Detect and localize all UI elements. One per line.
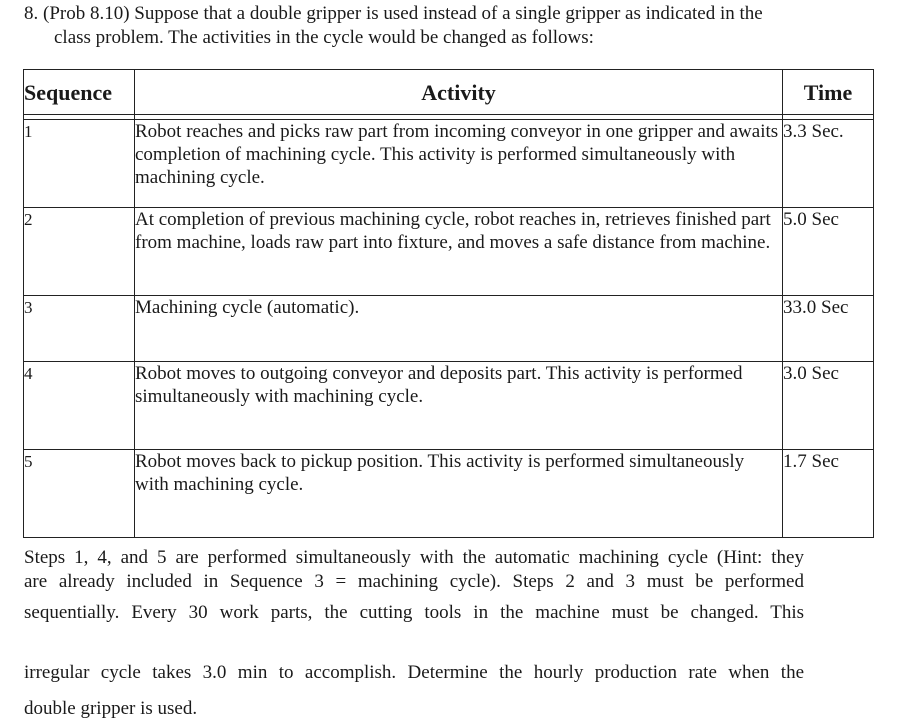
activity-cell: Robot reaches and picks raw part from incoming conveyor in one gripper and awaits completion of machining cycle. This activity is performed simultaneously with machining cycle. <box>135 120 783 208</box>
paragraph-line-3: sequentially. Every 30 work parts, the cutting tools in the machine must be changed. This <box>24 602 804 623</box>
paragraph-line-4: irregular cycle takes 3.0 min to accomplish. Determine the hourly production rate when the <box>24 662 804 683</box>
activity-cell: At completion of previous machining cycle, robot reaches in, retrieves finished part from machine, loads raw part into fixture, and moves a safe distance from machine. <box>135 208 783 296</box>
activity-table <box>23 69 874 538</box>
problem-line-1: 8. (Prob 8.10) Suppose that a double gripper is used instead of a single gripper as indicated in the <box>24 3 763 24</box>
table-row <box>24 450 874 538</box>
table-row <box>24 120 874 208</box>
paragraph-line-5: double gripper is used. <box>24 698 198 719</box>
problem-statement <box>24 2 824 50</box>
table-row <box>24 296 874 362</box>
activity-header: Activity <box>135 70 783 115</box>
paragraph-line-1: Steps 1, 4, and 5 are performed simultaneously with the automatic machining cycle (Hint: they <box>24 547 804 568</box>
sequence-cell: 3 <box>24 296 135 362</box>
activity-cell: Machining cycle (automatic). <box>135 296 783 362</box>
sequence-cell: 2 <box>24 208 135 296</box>
time-cell: 5.0 Sec <box>783 208 874 296</box>
table-row <box>24 362 874 450</box>
time-cell: 3.0 Sec <box>783 362 874 450</box>
activity-cell: Robot moves back to pickup position. This activity is performed simultaneously with machining cycle. <box>135 450 783 538</box>
problem-line-2: class problem. The activities in the cycle would be changed as follows: <box>54 27 594 48</box>
table-row <box>24 208 874 296</box>
time-header: Time <box>783 70 874 115</box>
time-cell: 33.0 Sec <box>783 296 874 362</box>
activity-cell: Robot moves to outgoing conveyor and deposits part. This activity is performed simultaneously with machining cycle. <box>135 362 783 450</box>
time-cell: 1.7 Sec <box>783 450 874 538</box>
time-cell: 3.3 Sec. <box>783 120 874 208</box>
sequence-header: Sequence <box>24 70 135 115</box>
sequence-cell: 5 <box>24 450 135 538</box>
sequence-cell: 4 <box>24 362 135 450</box>
table-header-row <box>24 70 874 115</box>
paragraph-line-2: are already included in Sequence 3 = machining cycle). Steps 2 and 3 must be performed <box>24 571 804 592</box>
sequence-cell: 1 <box>24 120 135 208</box>
